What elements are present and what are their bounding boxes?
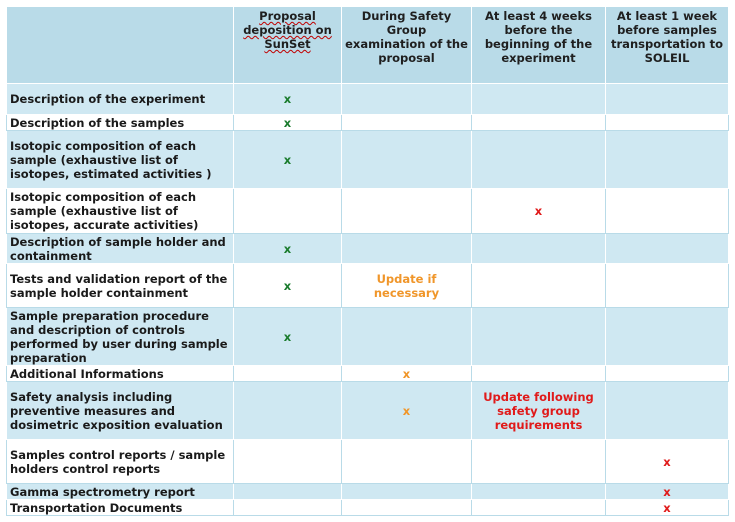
cell-1-week (606, 131, 729, 189)
cell-safety-group (342, 484, 472, 500)
cell-proposal (234, 382, 342, 440)
requirements-table (6, 6, 729, 516)
cell-1-week (606, 308, 729, 366)
cell-safety-group (342, 115, 472, 131)
cell-4-weeks (472, 115, 606, 131)
cell-1-week (606, 115, 729, 131)
table-row (7, 308, 729, 366)
table-row (7, 366, 729, 382)
cell-proposal: x (234, 115, 342, 131)
cell-proposal: x (234, 84, 342, 115)
cell-4-weeks (472, 366, 606, 382)
table-row (7, 440, 729, 484)
row-label: Additional Informations (7, 366, 234, 382)
row-label: Transportation Documents (7, 500, 234, 516)
table-row (7, 264, 729, 308)
cell-safety-group (342, 84, 472, 115)
cell-proposal (234, 440, 342, 484)
cell-proposal: x (234, 131, 342, 189)
cell-safety-group (342, 440, 472, 484)
cell-4-weeks (472, 308, 606, 366)
table-row (7, 115, 729, 131)
table-row (7, 131, 729, 189)
row-label: Safety analysis including preventive measures and dosimetric exposition evaluation (7, 382, 234, 440)
cell-safety-group (342, 308, 472, 366)
row-label: Tests and validation report of the sample holder containment (7, 264, 234, 308)
table-row (7, 234, 729, 264)
header-safety-group: During Safety Group examination of the proposal (342, 7, 472, 84)
row-label: Isotopic composition of each sample (exhaustive list of isotopes, estimated activities ) (7, 131, 234, 189)
cell-1-week: x (606, 484, 729, 500)
table-row (7, 382, 729, 440)
cell-1-week (606, 84, 729, 115)
cell-proposal: x (234, 264, 342, 308)
cell-4-weeks: Update following safety group requirements (472, 382, 606, 440)
cell-4-weeks (472, 131, 606, 189)
cell-4-weeks (472, 484, 606, 500)
header-1-week: At least 1 week before samples transportation to SOLEIL (606, 7, 729, 84)
cell-safety-group (342, 234, 472, 264)
cell-1-week (606, 234, 729, 264)
cell-safety-group (342, 500, 472, 516)
cell-1-week: x (606, 500, 729, 516)
cell-1-week (606, 264, 729, 308)
row-label: Description of the samples (7, 115, 234, 131)
row-label: Gamma spectrometry report (7, 484, 234, 500)
cell-proposal (234, 484, 342, 500)
row-label: Samples control reports / sample holders control reports (7, 440, 234, 484)
table-row (7, 189, 729, 234)
cell-1-week (606, 382, 729, 440)
header-row (7, 7, 729, 84)
table-row (7, 484, 729, 500)
row-label: Isotopic composition of each sample (exhaustive list of isotopes, accurate activities) (7, 189, 234, 234)
cell-proposal: x (234, 234, 342, 264)
cell-1-week (606, 366, 729, 382)
row-label: Description of sample holder and containment (7, 234, 234, 264)
cell-4-weeks (472, 440, 606, 484)
cell-4-weeks (472, 234, 606, 264)
header-proposal-deposition: Proposal deposition on SunSet (234, 7, 342, 84)
cell-4-weeks (472, 264, 606, 308)
table-row (7, 84, 729, 115)
cell-safety-group (342, 131, 472, 189)
row-label: Sample preparation procedure and description of controls performed by user during sample preparation (7, 308, 234, 366)
cell-1-week: x (606, 440, 729, 484)
cell-1-week (606, 189, 729, 234)
cell-4-weeks (472, 500, 606, 516)
table-row (7, 500, 729, 516)
header-4-weeks: At least 4 weeks before the beginning of the experiment (472, 7, 606, 84)
cell-proposal (234, 500, 342, 516)
cell-4-weeks (472, 84, 606, 115)
cell-safety-group: Update if necessary (342, 264, 472, 308)
cell-proposal (234, 189, 342, 234)
cell-4-weeks: x (472, 189, 606, 234)
cell-safety-group: x (342, 382, 472, 440)
cell-proposal (234, 366, 342, 382)
cell-safety-group (342, 189, 472, 234)
header-corner (7, 7, 234, 84)
row-label: Description of the experiment (7, 84, 234, 115)
cell-proposal: x (234, 308, 342, 366)
cell-safety-group: x (342, 366, 472, 382)
